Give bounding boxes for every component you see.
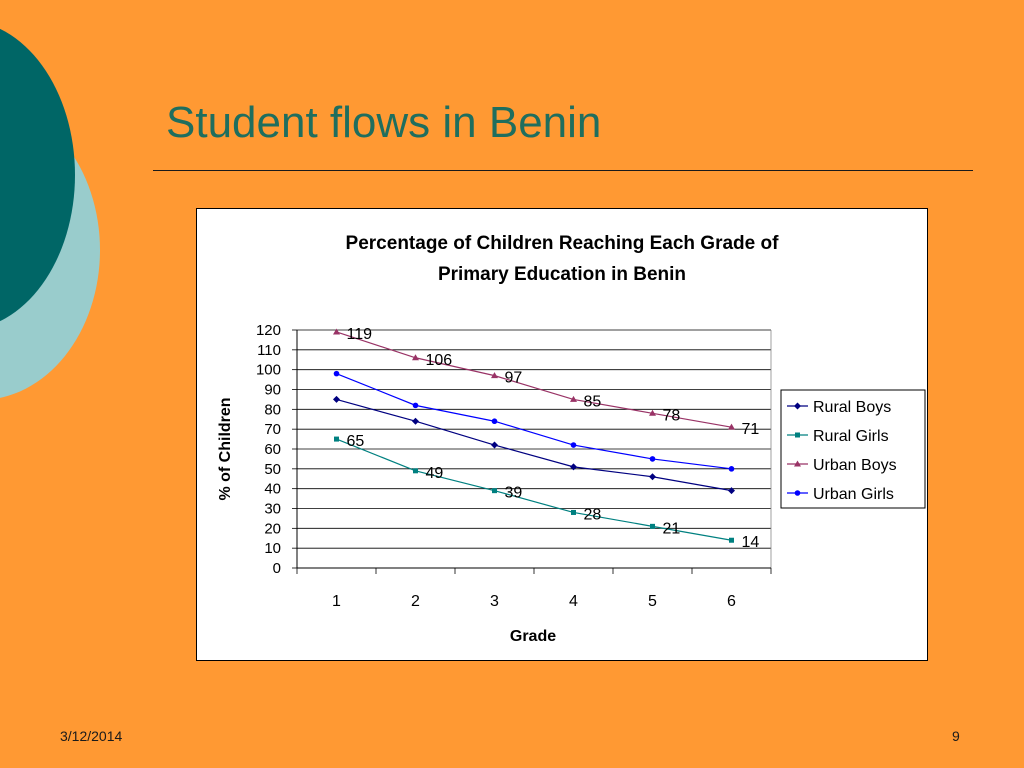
data-point	[413, 403, 419, 409]
data-point	[728, 487, 735, 494]
data-point	[334, 371, 340, 377]
chart-title-line: Primary Education in Benin	[437, 264, 687, 285]
legend-marker	[795, 433, 800, 438]
data-point	[729, 538, 734, 543]
x-tick-label: 1	[332, 593, 341, 610]
data-point	[412, 418, 419, 425]
y-tick-label: 0	[272, 560, 281, 577]
page-number: 9	[952, 728, 960, 744]
y-tick-label: 80	[264, 401, 281, 419]
legend-label: Rural Boys	[813, 399, 892, 416]
data-point	[650, 456, 656, 462]
y-tick-label: 20	[264, 520, 281, 538]
y-tick-label: 90	[264, 381, 281, 399]
y-tick-label: 110	[257, 341, 281, 359]
data-point	[334, 437, 339, 442]
y-tick-label: 120	[255, 322, 281, 339]
data-label: 78	[662, 407, 681, 425]
data-label: 71	[741, 421, 760, 439]
x-tick-label: 5	[648, 593, 657, 610]
data-point	[492, 418, 498, 424]
x-tick-label: 3	[490, 593, 499, 610]
legend-label: Urban Girls	[813, 486, 894, 503]
y-tick-label: 10	[264, 540, 281, 558]
data-label: 28	[583, 506, 602, 524]
data-label: 21	[662, 520, 681, 538]
x-tick-label: 6	[727, 593, 736, 610]
footer-date: 3/12/2014	[60, 728, 123, 744]
y-tick-label: 40	[264, 480, 281, 498]
data-label: 85	[583, 393, 602, 411]
data-point	[650, 524, 655, 529]
data-point	[571, 442, 577, 448]
data-point	[729, 466, 735, 472]
data-point	[492, 488, 497, 493]
title-divider	[153, 170, 973, 171]
data-label: 119	[346, 325, 373, 343]
data-point	[333, 328, 340, 334]
slide-title: Student flows in Benin	[166, 98, 602, 147]
x-tick-label: 2	[411, 593, 420, 610]
legend-label: Urban Boys	[813, 457, 897, 474]
x-tick-label: 4	[569, 593, 578, 610]
data-label: 14	[741, 534, 760, 552]
y-axis-label: % of Children	[217, 397, 234, 501]
data-point	[413, 468, 418, 473]
y-tick-label: 60	[264, 441, 281, 458]
data-label: 106	[425, 351, 453, 369]
chart-container	[196, 208, 928, 661]
data-point	[571, 510, 576, 515]
data-point	[333, 396, 340, 403]
y-tick-label: 100	[255, 361, 281, 379]
data-point	[491, 442, 498, 449]
data-point	[649, 473, 656, 480]
data-label: 65	[346, 433, 365, 451]
data-label: 97	[504, 369, 523, 387]
legend-label: Rural Girls	[813, 428, 889, 445]
x-axis-label: Grade	[509, 628, 557, 645]
y-tick-label: 70	[264, 421, 281, 439]
line-chart	[197, 209, 927, 660]
chart-title-line: Percentage of Children Reaching Each Grade of	[345, 233, 779, 254]
y-tick-label: 30	[264, 500, 281, 518]
y-tick-label: 50	[264, 460, 281, 478]
data-label: 39	[504, 484, 523, 502]
data-label: 49	[425, 464, 444, 482]
legend-marker	[795, 490, 801, 496]
data-point	[570, 463, 577, 470]
